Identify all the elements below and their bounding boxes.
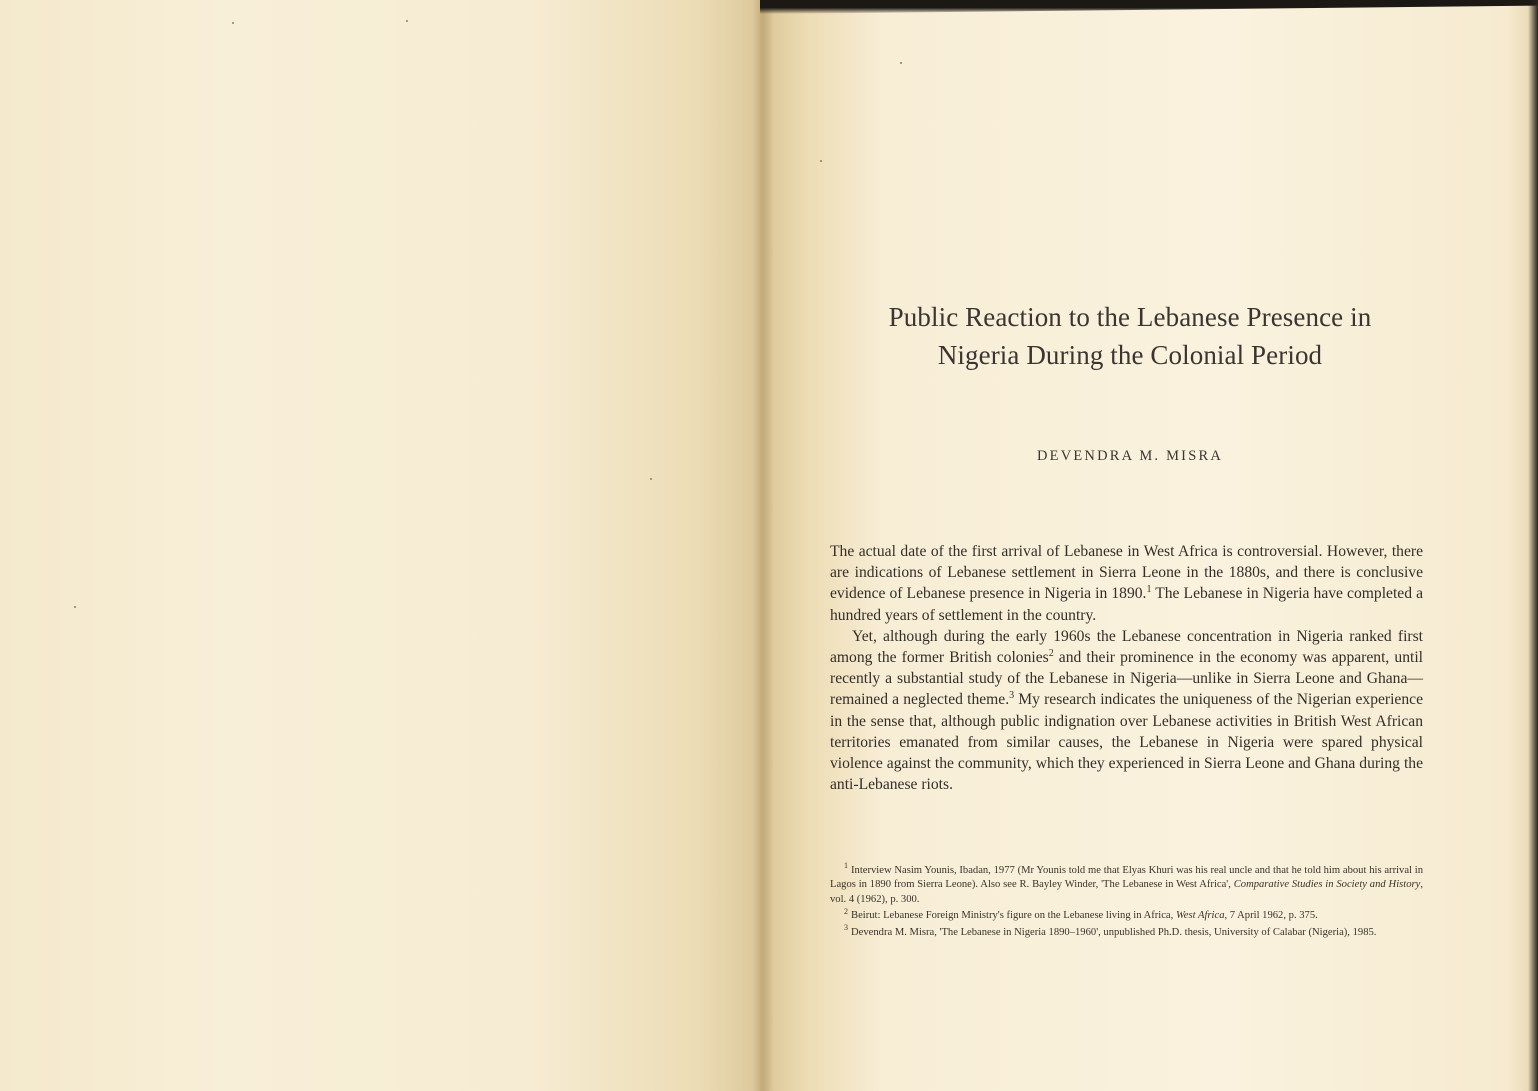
footnote-italic-title: West Africa <box>1175 910 1225 922</box>
article-body <box>830 541 1423 795</box>
footnote-text: , vol. 4 (1962), p. 300. <box>830 879 1423 905</box>
paragraph-1-text-a: The actual date of the first arrival of Lebanese in West Africa is controversial. However, there are indications of Lebanese settlement in Sierra Leone in the 1880s, and there is conclusive evidence of Lebanese presence in Nigeria in 1890. <box>830 543 1423 603</box>
title-line-2: Nigeria During the Colonial Period <box>937 340 1323 370</box>
footnote-3 <box>830 923 1423 940</box>
footnote-italic-title: Comparative Studies in Society and History <box>1233 879 1421 891</box>
footnote-text: Beirut: Lebanese Foreign Ministry's figure on the Lebanese living in Africa, <box>851 910 1176 922</box>
paragraph-1 <box>830 541 1423 626</box>
paper-speck <box>74 606 76 608</box>
title-line-1: Public Reaction to the Lebanese Presence in <box>888 302 1372 332</box>
page-right-edge-shadow <box>1528 0 1538 1091</box>
author-name: DEVENDRA M. MISRA <box>1036 448 1224 464</box>
paragraph-2 <box>830 626 1423 796</box>
paper-speck <box>232 22 234 24</box>
paragraph-2-text-c: My research indicates the uniqueness of the Nigerian experience in the sense that, although public indignation over Lebanese activities in British West African territories emanated from similar causes, the Lebanese in Nigeria were spared physical violence against the community, which they experienced in Sierra Leone and Ghana during the anti-Lebanese riots. <box>830 691 1423 794</box>
article-title <box>830 298 1430 374</box>
footnote-number: 2 <box>844 906 848 916</box>
paragraph-1-text-b: The Lebanese in Nigeria have completed a hundred years of settlement in the country. <box>830 585 1423 624</box>
footnote-ref-3: 3 <box>1009 690 1015 702</box>
paper-speck <box>650 478 652 480</box>
footnote-1 <box>830 861 1423 907</box>
footnote-number: 1 <box>844 861 848 871</box>
left-page-blank <box>0 0 760 1091</box>
footnote-ref-1: 1 <box>1146 584 1152 596</box>
paper-speck <box>820 160 822 162</box>
footnote-text: Devendra M. Misra, 'The Lebanese in Nigeria 1890–1960', unpublished Ph.D. thesis, University of Calabar (Nigeria), 1985. <box>851 926 1377 938</box>
book-spine-shadow <box>752 0 774 1091</box>
paragraph-2-text-b: and their prominence in the economy was apparent, until recently a substantial study of the Lebanese in Nigeria—unlike in Sierra Leone and Ghana—remained a neglected theme. <box>830 649 1424 709</box>
footnote-ref-2: 2 <box>1048 647 1054 659</box>
paragraph-2-text-a: Yet, although during the early 1960s the Lebanese concentration in Nigeria ranked first among the former British colonies <box>830 627 1423 667</box>
paper-speck <box>406 20 408 22</box>
footnote-text: , 7 April 1962, p. 375. <box>1224 910 1318 922</box>
footnotes <box>830 861 1423 942</box>
footnote-2 <box>830 906 1423 923</box>
paper-speck <box>900 62 902 64</box>
footnote-text: Interview Nasim Younis, Ibadan, 1977 (Mr Younis told me that Elyas Khuri was his real uncle and that he told him about his arrival in Lagos in 1890 from Sierra Leone). Also see R. Bayley Winder, 'The Lebanese in West Africa', <box>830 865 1423 891</box>
footnote-number: 3 <box>844 923 848 933</box>
